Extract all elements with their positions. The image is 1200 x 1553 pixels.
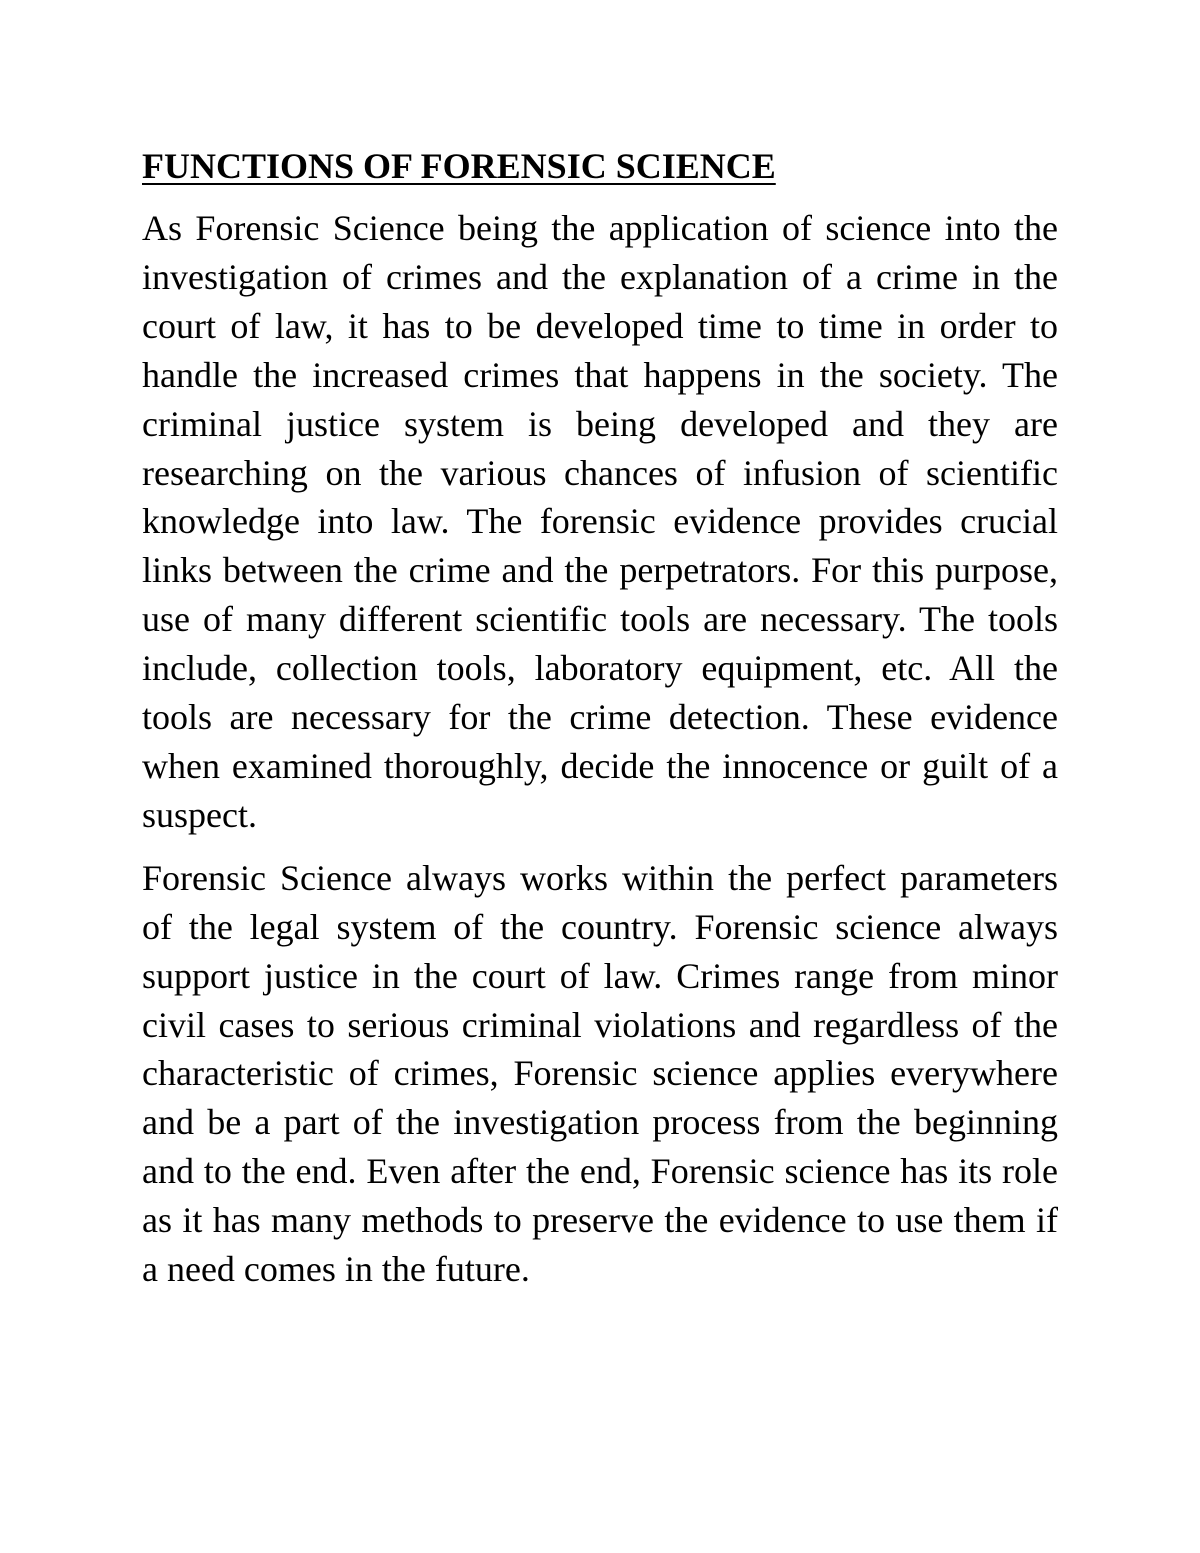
document-body [142,142,1058,1294]
paragraph-legal-system: Forensic Science always works within the perfect parameters of the legal system of the country. Forensic science always support justice in the court of law. Crimes range from minor civil cases to serious criminal violations and regardless of the characteristic of crimes, Forensic science applies everywhere and be a part of the investigation process from the beginning and to the end. Even after the end, Forensic science has its role as it has many methods to preserve the evidence to use them if a need comes in the future. [142,857,1058,1290]
page-title: FUNCTIONS OF FORENSIC SCIENCE [142,146,776,186]
paragraph-intro: As Forensic Science being the application of science into the investigation of crimes and the explanation of a crime in the court of law, it has to be developed time to time in order to handle the increased crimes that happens in the society. The criminal justice system is being developed and they are researching on the various chances of infusion of scientific knowledge into law. The forensic evidence provides crucial links between the crime and the perpetrators. For this purpose, use of many different scientific tools are necessary. The tools include, collection tools, laboratory equipment, etc. All the tools are necessary for the crime detection. These evidence when examined thoroughly, decide the innocence or guilt of a suspect. [142,208,1058,835]
